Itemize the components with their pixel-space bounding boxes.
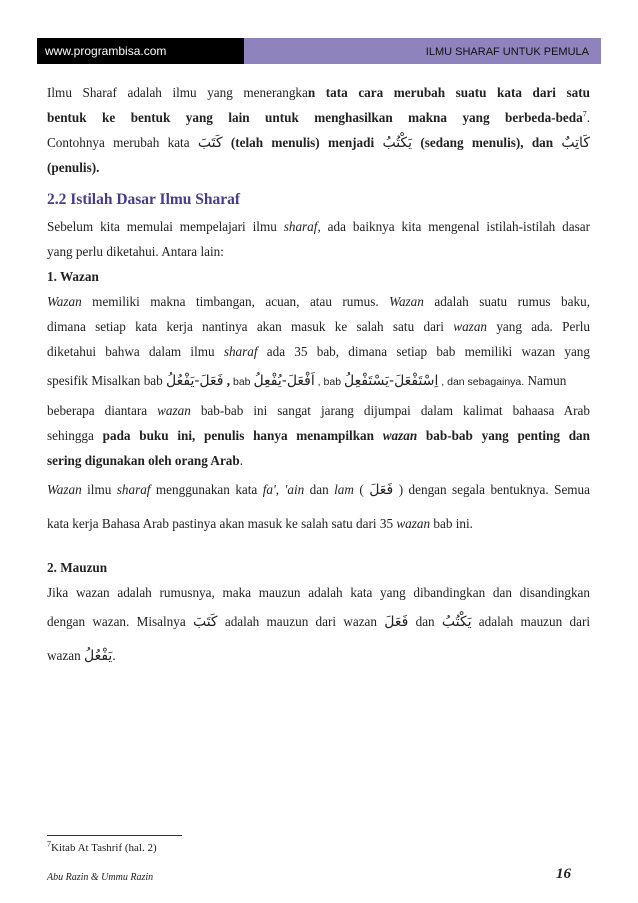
text: dimana setiap kata kerja nantinya akan masuk ke salah satu dari [47,319,454,334]
text: . [112,648,116,663]
text: adalah mauzun dari wazan [217,614,385,629]
text: wazan [47,648,84,663]
text: adalah suatu rumus baku, [423,294,590,309]
text: , dan sebagainya. [438,376,525,388]
italic-text: sharaf [283,219,318,234]
text: ilmu [81,482,117,497]
italic-text: Wazan [389,294,424,309]
arabic-word: فَعَلَ [369,482,394,498]
text: . [239,453,244,468]
bold-italic-text: wazan [382,428,418,443]
arabic-word: اَفْعَلَ-يُفْعِلُ [253,373,315,389]
footnote-text: Kitab At Tashrif (hal. 2) [51,842,157,854]
arabic-word: يَكْتُبُ [382,135,413,151]
text: , ada baiknya kita mengenal istilah-istilah dasar [317,219,590,234]
text: Jika wazan adalah rumusnya, maka mauzun adalah kata yang dibandingkan dan disandingkan [47,585,590,600]
italic-text: fa', 'ain [262,482,305,497]
text: Namun [524,373,567,388]
bold-text: sering digunakan oleh orang Arab [47,453,240,468]
mauzun-section [47,555,590,673]
text: yang perlu diketahui. Antara lain: [47,244,224,259]
text: , bab [314,376,344,388]
arabic-word: يَكْتُبُ [441,614,472,630]
text: dengan wazan. Misalnya [47,614,193,629]
text: , [223,373,231,388]
arabic-word: فَعَلَ [384,614,409,630]
mauzun-heading: 2. Mauzun [47,560,108,575]
text: sehingga [47,428,103,443]
text: bab [230,376,254,388]
document-body [47,80,590,673]
italic-text: Wazan [47,482,82,497]
text: diketahui bahwa dalam ilmu [47,344,224,359]
italic-text: wazan [157,403,191,418]
bold-text: pada buku ini, penulis hanya menampilkan [102,428,383,443]
wazan-section [47,264,590,541]
bold-text: (penulis). [47,160,100,175]
footer-authors: Abu Razin & Ummu Razin [47,872,154,883]
text: bab-bab ini sangat jarang dijumpai dalam kalimat bahaasa Arab [190,403,590,418]
arabic-word: كَتَبَ [197,135,223,151]
arabic-word: كَتَبَ [192,614,218,630]
italic-text: wazan [396,516,431,531]
text: dan [304,482,335,497]
footnote-number: 7 [47,839,51,849]
text: Ilmu Sharaf adalah ilmu yang menerangka [47,85,308,100]
bold-text: bab-bab yang penting dan [417,428,590,443]
italic-text: wazan [453,319,488,334]
text: ( [353,482,370,497]
arabic-word: يَفْعُلُ [83,648,113,664]
italic-text: lam [334,482,354,497]
text: kata kerja Bahasa Arab pastinya akan masuk ke salah satu dari 35 [47,516,397,531]
text: yang ada. Perlu [487,319,590,334]
footnote-ref: 7 [582,109,587,119]
page-header [37,38,601,64]
bold-text: (telah menulis) menjadi [222,135,383,150]
footnote [47,839,157,854]
text: ada 35 bab, dimana setiap bab memiliki wazan yang [257,344,590,359]
arabic-word: اِسْتَفْعَلَ-يَسْتَفْعِلُ [343,373,439,389]
italic-text: Wazan [47,294,82,309]
page-number: 16 [556,866,571,882]
footnote-divider [47,835,182,836]
header-site: www.programbisa.com [37,38,244,64]
bold-text: n tata cara merubah suatu kata dari satu [307,85,590,100]
text: Contohnya merubah kata [47,135,198,150]
arabic-word: فَعَلَ-يَفْعُلُ [166,373,224,389]
text: adalah mauzun dari [471,614,590,629]
intro-paragraph: Ilmu Sharaf adalah ilmu yang menerangkan tata cara merubah suatu kata dari satu bentuk ke bentuk yang lain untuk menghasilkan makna yang berbeda-beda$^7$. Contohnya merubah kata كَتَبَ (telah menulis) menjadi يَكْتُبُ (sedang menulis), dan كَاتِبٌ (penulis). [47,85,590,175]
italic-text: sharaf [116,482,151,497]
text: dan [408,614,442,629]
section-title: 2.2 Istilah Dasar Ilmu Sharaf [47,191,241,208]
text: ) dengan segala bentuknya. Semua [393,482,590,497]
text: bab ini. [430,516,473,531]
text: Sebelum kita memulai mempelajari ilmu [47,219,284,234]
text: menggunakan kata [150,482,263,497]
italic-text: sharaf [223,344,258,359]
bold-text: bentuk ke bentuk yang lain untuk menghasilkan makna yang berbeda-beda [47,110,583,125]
text: beberapa diantara [47,403,158,418]
wazan-heading: 1. Wazan [47,269,99,284]
bold-text: (sedang menulis), dan [412,135,562,150]
header-title: ILMU SHARAF UNTUK PEMULA [244,38,601,64]
text: memiliki makna timbangan, acuan, atau rumus. [81,294,390,309]
text: spesifik Misalkan bab [47,373,167,388]
arabic-word: كَاتِبٌ [561,135,590,151]
section-intro [47,214,590,264]
